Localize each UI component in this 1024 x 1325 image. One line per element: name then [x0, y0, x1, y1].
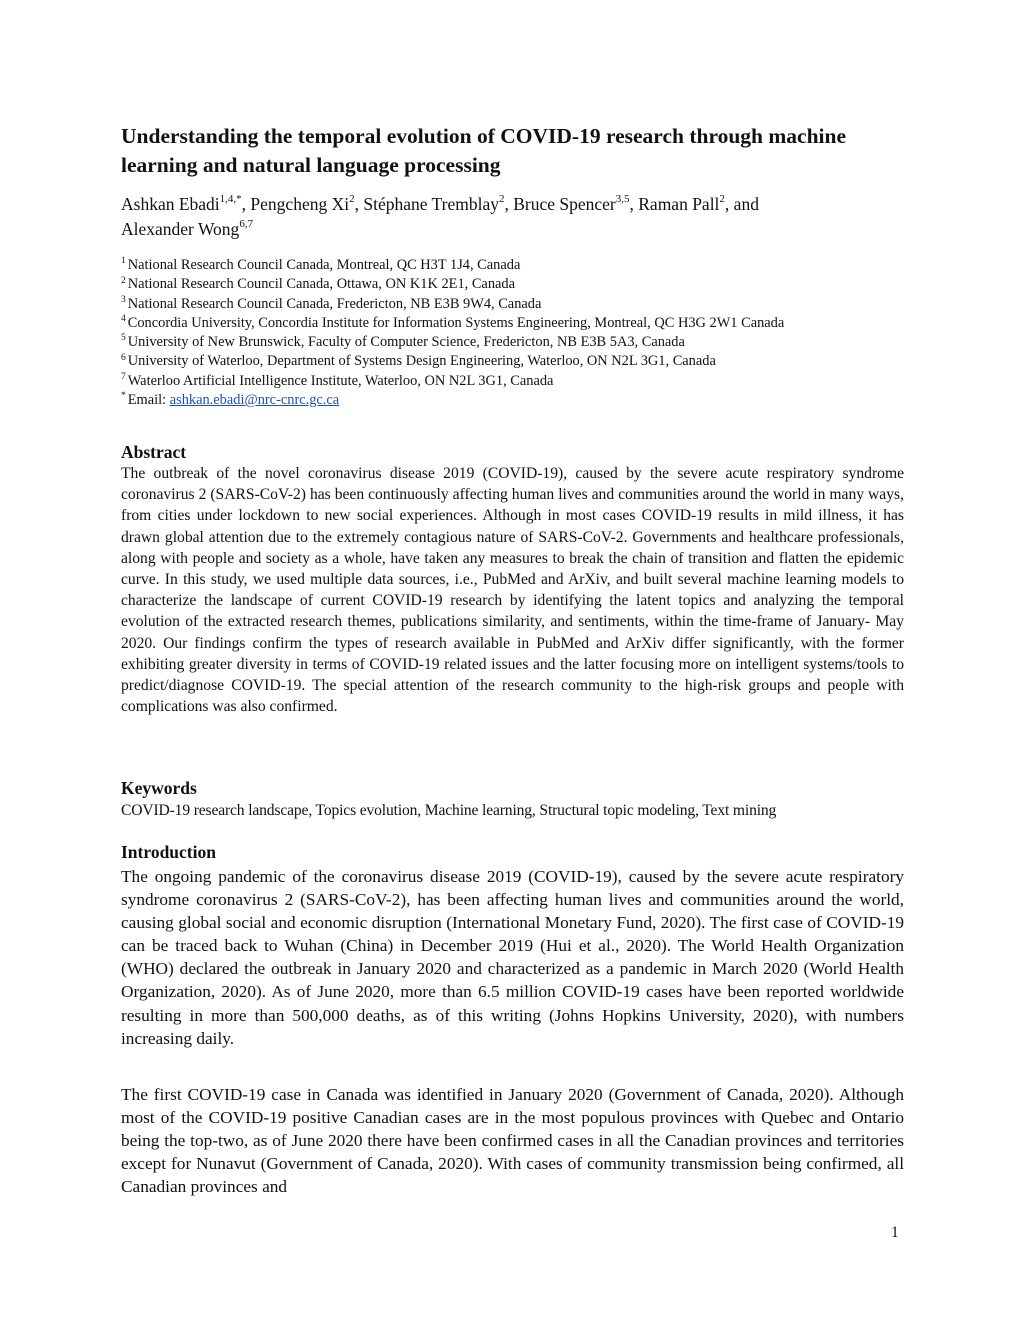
affiliation-item: $^3$ National Research Council Canada, Fredericton, NB E3B 9W4, Canada: [121, 294, 542, 312]
affiliation-item: $^6$ University of Waterloo, Department of Systems Design Engineering, Waterloo, ON N2L 3G1, Canada: [121, 352, 716, 370]
introduction-paragraph: The first COVID-19 case in Canada was identified in January 2020 (Government of Canada, 2020). Although most of the COVID-19 positive Canadian cases are in the most populous provinces with Quebec and Ontario being the top-two, as of June 2020 there have been confirmed cases in all the Canadian provinces and territories except for Nunavut (Government of Canada, 2020). With cases of community transmission being confirmed, all Canadian provinces and: [121, 1085, 904, 1197]
abstract-heading: Abstract: [121, 442, 187, 462]
introduction-paragraph: The ongoing pandemic of the coronavirus disease 2019 (COVID-19), caused by the severe acute respiratory syndrome coronavirus 2 (SARS-CoV-2), has been affecting human lives and communities around the world, causing global social and economic disruption (International Monetary Fund, 2020). The first case of COVID-19 can be traced back to Wuhan (China) in December 2019 (Hui et al., 2020). The World Health Organization (WHO) declared the outbreak in January 2020 and characterized as a pandemic in March 2020 (World Health Organization, 2020). As of June 2020, more than 6.5 million COVID-19 cases have been reported worldwide resulting in more than 500,000 deaths, as of this writing (Johns Hopkins University, 2020), with numbers increasing daily.: [121, 867, 904, 1048]
author: Raman Pall$^2$, and: [638, 193, 759, 214]
email-line: * Email: ashkan.ebadi@nrc-cnrc.gc.ca: [121, 391, 340, 409]
paper-title: Understanding the temporal evolution of COVID-19 research through machine learning and natural language processing: [121, 124, 847, 177]
introduction-heading: Introduction: [121, 842, 216, 862]
author-list: [121, 192, 904, 242]
affiliation-item: $^7$ Waterloo Artificial Intelligence Institute, Waterloo, ON N2L 3G1, Canada: [121, 371, 554, 389]
keywords-heading: Keywords: [121, 778, 197, 798]
author: Ashkan Ebadi$^{1,4,*}$,: [121, 193, 251, 214]
affiliation-item: $^1$ National Research Council Canada, Montreal, QC H3T 1J4, Canada: [121, 256, 521, 273]
affiliation-list: [121, 256, 904, 410]
author: Stéphane Tremblay$^2$,: [363, 193, 514, 214]
page-number: 1: [891, 1224, 899, 1241]
affiliation-item: $^5$ University of New Brunswick, Faculty of Computer Science, Fredericton, NB E3B 5A3, Canada: [121, 333, 685, 351]
abstract-text: The outbreak of the novel coronavirus disease 2019 (COVID-19), caused by the severe acute respiratory syndrome coronavirus 2 (SARS-CoV-2) has been continuously affecting human lives and communities around the world in many ways, from cities under lockdown to new social experiences. Although in most cases COVID-19 results in mild illness, it has drawn global attention due to the extremely contagious nature of SARS-CoV-2. Governments and healthcare professionals, along with people and society as a whole, have taken any measures to break the chain of transition and flatten the epidemic curve. In this study, we used multiple data sources, i.e., PubMed and ArXiv, and built several machine learning models to characterize the landscape of current COVID-19 research by identifying the latent topics and analyzing the temporal evolution of the extracted research themes, publications similarity, and sentiments, within the time-frame of January- May 2020. Our findings confirm the types of research available in PubMed and ArXiv differ significantly, with the former exhibiting greater diversity in terms of COVID-19 related issues and the latter focusing more on intelligent systems/tools to predict/diagnose COVID-19. The special attention of the research community to the high-risk groups and people with complications was also confirmed.: [121, 465, 904, 716]
author: Bruce Spencer$^{3,5}$,: [513, 193, 639, 214]
author: Pengcheng Xi$^2$,: [250, 193, 364, 214]
keywords-text: COVID-19 research landscape, Topics evolution, Machine learning, Structural topic modeling, Text mining: [121, 802, 777, 819]
author: Alexander Wong$^{6,7}$: [121, 218, 254, 239]
affiliation-item: $^2$ National Research Council Canada, Ottawa, ON K1K 2E1, Canada: [121, 275, 515, 293]
email-link[interactable]: ashkan.ebadi@nrc-cnrc.gc.ca: [169, 392, 340, 409]
affiliation-item: $^4$ Concordia University, Concordia Institute for Information Systems Engineering, Montreal, QC H3G 2W1 Canada: [121, 314, 785, 331]
